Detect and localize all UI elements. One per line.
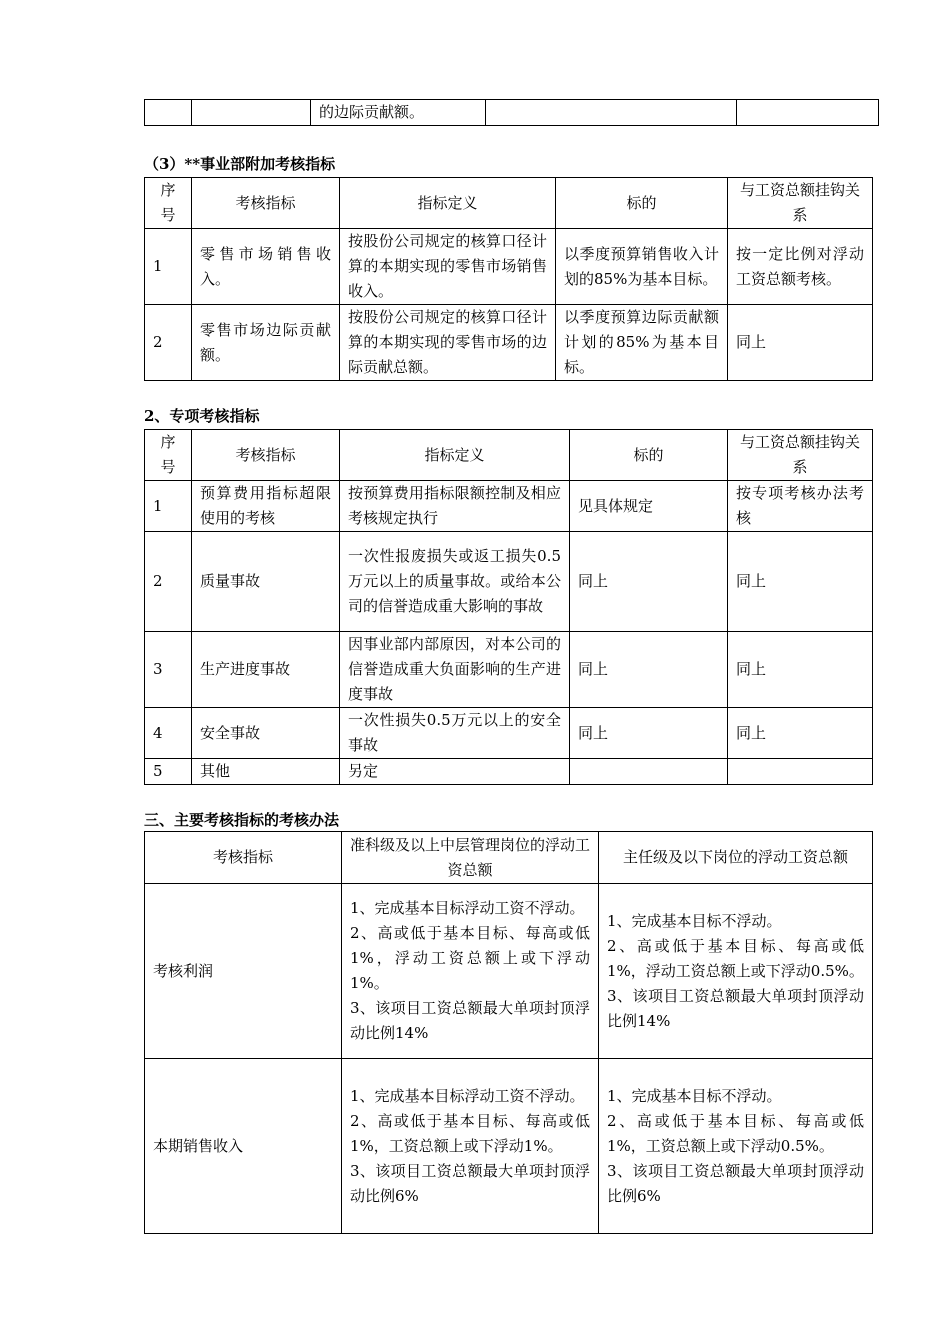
cell-definition: 一次性损失0.5万元以上的安全事故	[340, 708, 570, 759]
cell-relation: 按专项考核办法考核	[728, 481, 873, 532]
cell-low-level	[599, 884, 873, 1059]
cell-indicator: 预算费用指标超限使用的考核	[192, 481, 340, 532]
top-fragment-table	[144, 99, 879, 126]
cell-no: 1	[145, 229, 192, 305]
table-cell: 的边际贡献额。	[311, 100, 486, 126]
table-row	[145, 632, 873, 708]
table-row	[145, 100, 879, 126]
cell-target: 同上	[570, 708, 728, 759]
cell-indicator: 考核利润	[145, 884, 342, 1059]
cell-no: 2	[145, 532, 192, 632]
cell-no: 1	[145, 481, 192, 532]
special-indicators-table	[144, 429, 873, 785]
rule-line: 1、完成基本目标浮动工资不浮动。	[350, 899, 585, 917]
header-indicator: 考核指标	[192, 178, 340, 229]
cell-no: 4	[145, 708, 192, 759]
header-target: 标的	[556, 178, 728, 229]
table-row	[145, 884, 873, 1059]
table-cell	[486, 100, 737, 126]
table-row	[145, 1059, 873, 1234]
table-row	[145, 229, 873, 305]
cell-definition: 另定	[340, 759, 570, 785]
table-row	[145, 532, 873, 632]
cell-definition: 一次性报废损失或返工损失0.5万元以上的质量事故。或给本公司的信誉造成重大影响的事故	[340, 532, 570, 632]
rule-line: 2、高或低于基本目标、每高或低1%，工资总额上或下浮动1%。	[350, 1111, 590, 1155]
table-row	[145, 305, 873, 381]
cell-low-level	[599, 1059, 873, 1234]
header-indicator: 考核指标	[192, 430, 340, 481]
cell-definition: 按股份公司规定的核算口径计算的本期实现的零售市场的边际贡献总额。	[340, 305, 556, 381]
assessment-methods-table	[144, 831, 873, 1234]
cell-no: 2	[145, 305, 192, 381]
cell-indicator: 生产进度事故	[192, 632, 340, 708]
cell-definition: 按股份公司规定的核算口径计算的本期实现的零售市场销售收入。	[340, 229, 556, 305]
header-definition: 指标定义	[340, 178, 556, 229]
rule-line: 2、高或低于基本目标、每高或低1%，浮动工资总额上或下浮动1%。	[350, 924, 590, 992]
cell-target: 见具体规定	[570, 481, 728, 532]
table-cell	[145, 100, 192, 126]
table-header-row	[145, 178, 873, 229]
section-heading-special: 2、专项考核指标	[144, 407, 260, 425]
cell-target: 以季度预算销售收入计划的85%为基本目标。	[556, 229, 728, 305]
cell-indicator: 本期销售收入	[145, 1059, 342, 1234]
table-cell	[192, 100, 311, 126]
cell-definition: 因事业部内部原因，对本公司的信誉造成重大负面影响的生产进度事故	[340, 632, 570, 708]
rule-line: 2、高或低于基本目标、每高或低1%，工资总额上或下浮动0.5%。	[607, 1111, 864, 1155]
cell-indicator: 质量事故	[192, 532, 340, 632]
rule-line: 3、该项目工资总额最大单项封顶浮动比例14%	[607, 986, 864, 1030]
header-low-level: 主任级及以下岗位的浮动工资总额	[599, 832, 873, 884]
rule-line: 1、完成基本目标不浮动。	[607, 911, 782, 930]
table-cell	[737, 100, 879, 126]
cell-relation	[728, 759, 873, 785]
rule-line: 3、该项目工资总额最大单项封顶浮动比例14%	[350, 999, 590, 1042]
header-indicator: 考核指标	[145, 832, 342, 884]
rule-line: 2、高或低于基本目标、每高或低1%，浮动工资总额上或下浮动0.5%。	[607, 936, 864, 980]
header-relation: 与工资总额挂钩关系	[728, 430, 873, 481]
cell-relation: 同上	[728, 305, 873, 381]
header-no: 序号	[145, 430, 192, 481]
cell-target: 同上	[570, 532, 728, 632]
cell-indicator: 零售市场边际贡献额。	[192, 305, 340, 381]
cell-no: 3	[145, 632, 192, 708]
rule-line: 3、该项目工资总额最大单项封顶浮动比例6%	[607, 1161, 864, 1205]
section-heading-additional: （3）**事业部附加考核指标	[144, 155, 336, 173]
header-no: 序号	[145, 178, 192, 229]
table-row	[145, 481, 873, 532]
cell-mid-level	[342, 1059, 599, 1234]
cell-relation: 按一定比例对浮动工资总额考核。	[728, 229, 873, 305]
cell-mid-level	[342, 884, 599, 1059]
cell-indicator: 零售市场销售收入。	[192, 229, 340, 305]
cell-relation: 同上	[728, 532, 873, 632]
header-mid-level: 准科级及以上中层管理岗位的浮动工资总额	[342, 832, 599, 884]
table-row	[145, 708, 873, 759]
table-row	[145, 759, 873, 785]
additional-indicators-table	[144, 177, 873, 381]
section-heading-methods: 三、主要考核指标的考核办法	[144, 811, 340, 829]
cell-target: 同上	[570, 632, 728, 708]
cell-relation: 同上	[728, 708, 873, 759]
rule-line: 1、完成基本目标不浮动。	[607, 1086, 782, 1105]
header-relation: 与工资总额挂钩关系	[728, 178, 873, 229]
cell-target	[570, 759, 728, 785]
cell-indicator: 安全事故	[192, 708, 340, 759]
header-target: 标的	[570, 430, 728, 481]
cell-relation: 同上	[728, 632, 873, 708]
table-header-row	[145, 832, 873, 884]
cell-no: 5	[145, 759, 192, 785]
rule-line: 3、该项目工资总额最大单项封顶浮动比例6%	[350, 1161, 590, 1205]
cell-indicator: 其他	[192, 759, 340, 785]
rule-line: 1、完成基本目标浮动工资不浮动。	[350, 1086, 585, 1105]
cell-definition: 按预算费用指标限额控制及相应考核规定执行	[340, 481, 570, 532]
cell-target: 以季度预算边际贡献额计划的85%为基本目标。	[556, 305, 728, 381]
header-definition: 指标定义	[340, 430, 570, 481]
table-header-row	[145, 430, 873, 481]
